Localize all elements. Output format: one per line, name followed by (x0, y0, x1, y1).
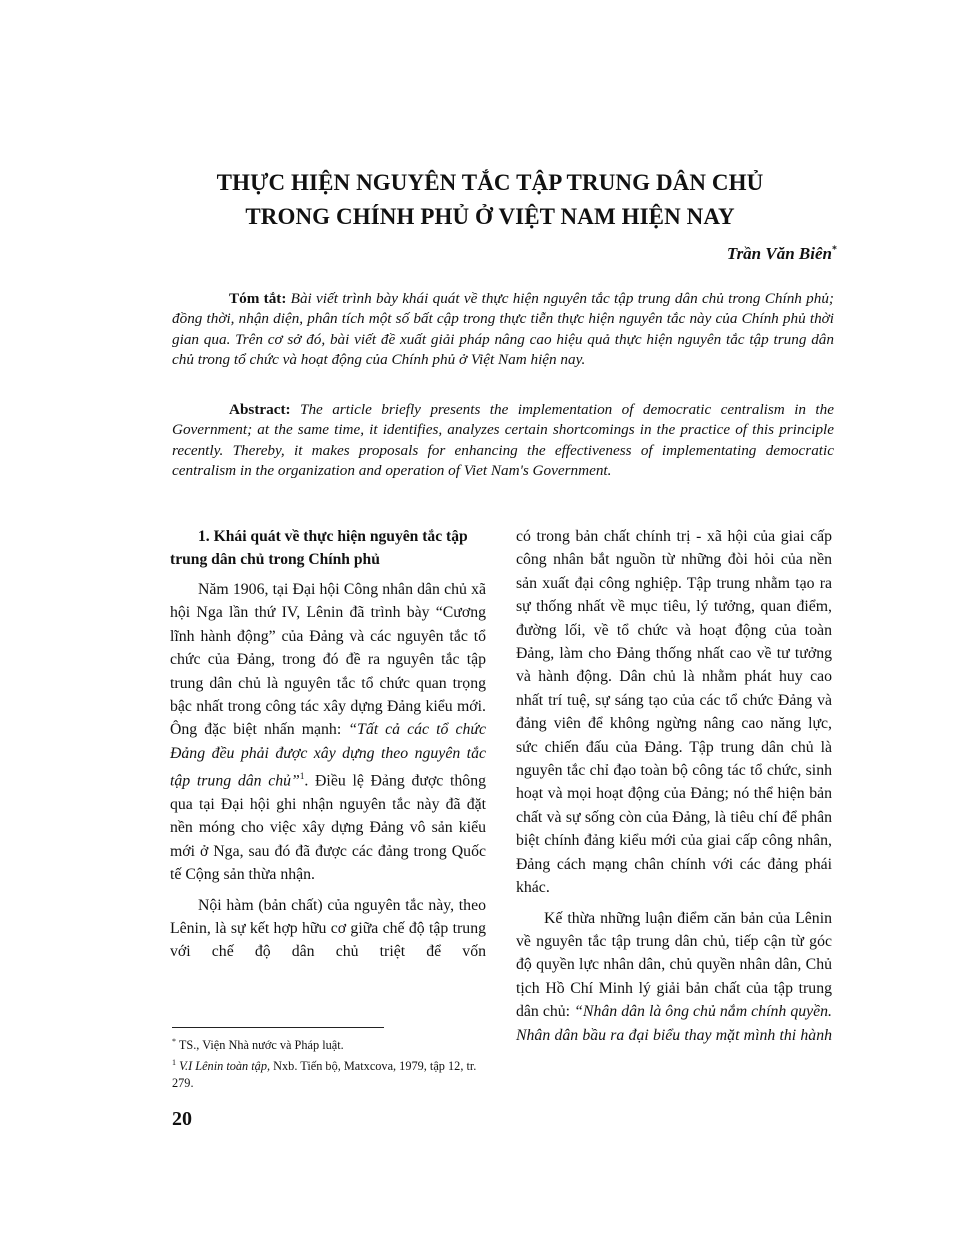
summary-text: Bài viết trình bày khái quát về thực hiện nguyên tắc tập trung dân chủ trong Chính phủ; đồng thời, nhận diện, phân tích một số bất cập trong thực tiễn thực hiện nguyên tắc này của Chính phủ thời gian qua. Trên cơ sở đó, bài viết đề xuất giải pháp nâng cao hiệu quả thực hiện nguyên tắc tập trung dân chủ trong tổ chức và hoạt động của Chính phủ ở Việt Nam hiện nay. (172, 290, 834, 368)
footnote-text: TS., Viện Nhà nước và Pháp luật. (176, 1038, 344, 1053)
footnotes (172, 1033, 490, 1092)
ho-chi-minh-quote: “Nhân dân là ông chủ nắm chính quyền. Nhân dân bầu ra đại biểu thay mặt mình thi hành (516, 1003, 832, 1044)
english-abstract (172, 400, 834, 481)
paragraph-text: Năm 1906, tại Đại hội Công nhân dân chủ xã hội Nga lần thứ IV, Lênin đã trình bày “Cương lĩnh hành động” của Đảng và các nguyên tắc tổ chức của Đảng, trong đó đề ra nguyên tắc tập trung dân chủ là nguyên tắc tổ chức quan trọng bậc nhất trong công tác xây dựng Đảng kiểu mới. Ông đặc biệt nhấn mạnh: (170, 581, 486, 739)
page-number: 20 (172, 1108, 192, 1130)
footnote-source-title: V.I Lênin toàn tập, (176, 1059, 271, 1074)
author-name: Trần Văn Biên (726, 244, 832, 263)
author-footnote-mark: * (832, 244, 837, 256)
title-line-1: THỰC HIỆN NGUYÊN TẮC TẬP TRUNG DÂN CHỦ (216, 170, 764, 195)
right-column (516, 525, 832, 1054)
paragraph (170, 578, 486, 887)
paragraph: có trong bản chất chính trị - xã hội của giai cấp công nhân bắt nguồn từ những đòi hỏi của nền sản xuất đại công nghiệp. Tập trung nhằm tạo ra sự thống nhất về mục tiêu, lý tưởng, quan điểm, đường lối, về tổ chức và hoạt động của toàn Đảng, làm cho Đảng thống nhất cao về tư tưởng và hành động. Dân chủ là nhằm phát huy cao nhất trí tuệ, sự sáng tạo của các tổ chức Đảng và đảng viên để không ngừng nâng cao năng lực, sức chiến đấu của Đảng. Tập trung dân chủ là nguyên tắc chỉ đạo toàn bộ công tác tổ chức, sinh hoạt và mọi hoạt động của Đảng; nó thể hiện bản chất và sự sống còn của Đảng, là tiêu chí để phân biệt chính đảng kiểu mới của giai cấp công nhân, Đảng cách mạng chân chính với các đảng phái khác. (516, 528, 832, 897)
abstract-label: Abstract: (229, 401, 291, 418)
abstract-text: The article briefly presents the implementation of democratic centralism in the Government; at the same time, it identifies, analyzes certain shortcomings in the practice of this principle recently. Thereby, it makes proposals for enhancing the effectiveness of implementating democratic centralism in the organization and operation of Viet Nam's Government. (172, 401, 834, 479)
left-column (170, 525, 486, 971)
lenin-quote: “Tất cả các tổ chức Đảng đều phải được xây dựng theo nguyên tắc tập trung dân chủ” (170, 721, 486, 790)
title-line-2: TRONG CHÍNH PHỦ Ở VIỆT NAM HIỆN NAY (245, 204, 735, 229)
footnote-author (172, 1033, 490, 1054)
paragraph-text: Kế thừa những luận điểm căn bản của Lênin về nguyên tắc tập trung dân chủ, tiếp cận từ góc độ quyền lực nhân dân, chủ quyền nhân dân, Chủ tịch Hồ Chí Minh lý giải bản chất của tập trung dân chủ: (516, 909, 832, 1021)
article-title (150, 166, 830, 234)
author (727, 244, 837, 264)
vietnamese-summary (172, 289, 834, 370)
paragraph: Nội hàm (bản chất) của nguyên tắc này, theo Lênin, là sự kết hợp hữu cơ giữa chế độ tập trung với chế độ dân chủ triệt để vốn (170, 896, 486, 961)
section-heading: 1. Khái quát về thực hiện nguyên tắc tập trung dân chủ trong Chính phủ (170, 528, 468, 568)
summary-label: Tóm tắt: (229, 290, 287, 307)
footnote-text: Nxb. Tiến bộ, Matxcova, 1979, tập 12, tr. 279. (172, 1059, 477, 1091)
footnote-mark: * (172, 1037, 176, 1046)
paragraph (516, 907, 832, 1047)
footnote-divider (172, 1027, 384, 1028)
footnote-ref-1: 1 (299, 771, 305, 782)
footnote-1 (172, 1054, 490, 1092)
paragraph-text: . Điều lệ Đảng được thông qua tại Đại hội ghi nhận nguyên tắc này đã đặt nền móng cho việc xây dựng Đảng vô sản kiểu mới ở Nga, sau đó đã được các đảng trong Quốc tế Cộng sản thừa nhận. (170, 772, 487, 884)
footnote-mark: 1 (172, 1058, 176, 1068)
